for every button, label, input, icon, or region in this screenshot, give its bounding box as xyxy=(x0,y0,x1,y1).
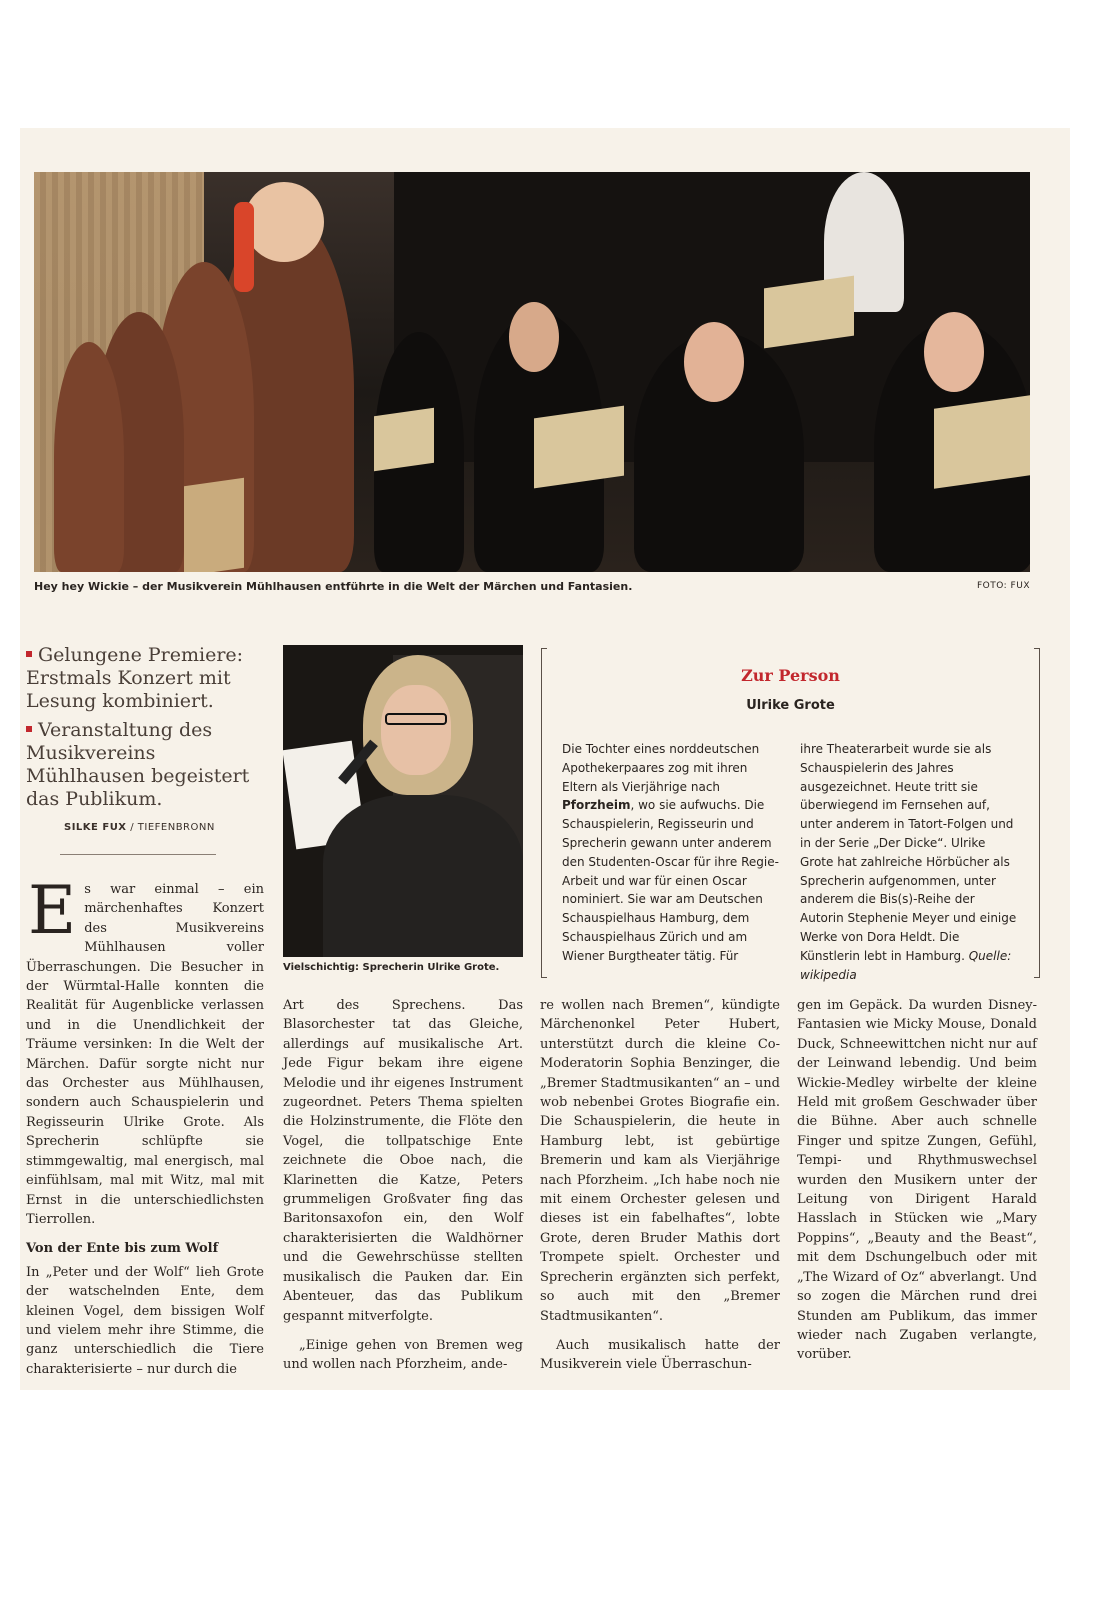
article-column-4 xyxy=(797,996,1037,1375)
location: / TIEFENBRONN xyxy=(130,822,215,833)
byline xyxy=(64,822,215,833)
article-column-2 xyxy=(283,996,523,1385)
summary-point: Veranstaltung des Musikvereins Mühlhausen begeistert das Publikum. xyxy=(26,719,250,810)
bullet-icon xyxy=(26,726,32,732)
summary-point: Gelungene Premiere: Erstmals Konzert mit Lesung kombiniert. xyxy=(26,644,244,712)
viking-figure xyxy=(54,342,124,572)
source-note: Quelle: wikipedia xyxy=(800,948,1012,982)
caption-text: Hey hey Wickie – der Musikverein Mühlhausen entführte in die Welt der Märchen und Fantasien. xyxy=(34,580,633,593)
music-stand xyxy=(534,406,624,489)
info-box-text-right: ihre Theaterarbeit wurde sie als Schauspielerin des Jahres ausgezeichnet. Heute tritt sie überwiegend im Fernsehen auf, unter anderem in Tatort-Folgen und in der Serie „Der Dicke“. Ulrike Grote hat zahlreiche Hörbücher als Sprecherin aufgenommen, unter anderem die Bis(s)-Reihe der Autorin Stephenie Meyer und einige Werke von Dora Heldt. Die Künstlerin lebt in Hamburg. Quelle: wikipedia xyxy=(800,742,1017,982)
article-paragraph: Es war einmal – ein märchenhaftes Konzert des Musikvereins Mühlhausen voller Überraschungen. Die Besucher in der Würmtal-Halle konnten die Realität für Augenblicke verlassen und in die Unendlichkeit der Träume versinken: In die Welt der Märchen. Dafür sorgte nicht nur das Orchester aus Mühlhausen, sondern auch Schauspielerin und Regisseurin Ulrike Grote. Als Sprecherin schlüpfte sie stimmgewaltig, mal energisch, mal einfühlsam, mal mit Witz, mal mit Ernst in die unterschiedlichsten Tierrollen. xyxy=(26,872,264,1227)
bullet-icon xyxy=(26,651,32,657)
music-stand xyxy=(764,276,854,349)
musician-face xyxy=(684,322,744,402)
article-paragraph: re wollen nach Bremen“, kündigte Märchenonkel Peter Hubert, unterstützt durch die kleine Co-Moderatorin Sophia Benzinger, die „Bremer Stadtmusikanten“ an – und wob nebenbei Grotes Biografie ein. Die Schauspielerin, die heute in Hamburg lebt, ist gebürtige Bremerin und kam als Vierjährige nach Pforzheim. „Ich habe noch nie mit einem Orchester gelesen und dieses ist ein fabelhaftes“, lobte Grote, deren Bruder Mathis dort Trompete spielt. Orchester und Sprecherin ergänzten sich perfekt, so auch mit den „Bremer Stadtmusikanten“. xyxy=(540,998,780,1324)
article-paragraph: gen im Gepäck. Da wurden Disney-Fantasien wie Micky Mouse, Donald Duck, Schneewittchen nicht nur auf der Leinwand lebendig. Und beim Wickie-Medley wirbelte der kleine Held mit großem Geschwader über die Bühne. Aber auch schnelle Finger und spitze Zungen, Gefühl, Tempi- und Rhythmuswechsel wurden den Musikern unter der Leitung von Dirigent Harald Hasslach in Stücken wie „Mary Poppins“, „Beauty and the Beast“, mit dem Dschungelbuch oder mit „The Wizard of Oz“ abverlangt. Und so zogen die Märchen rund drei Stunden am Publikum, das immer wieder nach Zugaben verlangte, vorüber. xyxy=(797,998,1037,1363)
article-paragraph: Art des Sprechens. Das Blasorchester tat das Gleiche, allerdings auf musikalische Art. Jede Figur bekam ihre eigene Melodie und ihr eigenes Instrument zugeordnet. Peters Thema spielten die Holzinstrumente, die Flöte den Vogel, die tollpatschige Ente zeichnete die Oboe nach, die Klarinetten die Katze, Peters grummeligen Großvater fing das Baritonsaxofon ein, den Wolf charakterisierten die Waldhörner und die Gewehrschüsse stellten musikalisch die Pauken dar. Ein Abenteuer, das das Publikum gespannt mitverfolgte. xyxy=(283,998,523,1324)
info-box-name: Ulrike Grote xyxy=(746,698,835,713)
subheading: Von der Ente bis zum Wolf xyxy=(26,1241,219,1257)
article-paragraph: Auch musikalisch hatte der Musikverein viele Überraschun- xyxy=(540,1337,780,1373)
glasses-icon xyxy=(385,713,447,725)
dropcap: E xyxy=(28,872,77,949)
music-stand xyxy=(374,408,434,471)
article-summary xyxy=(26,644,271,817)
info-box-text-left: Die Tochter eines norddeutschen Apothekerpaares zog mit ihren Eltern als Vierjährige nach Pforzheim, wo sie aufwuchs. Die Schauspielerin, Regisseurin und Sprecherin gewann unter anderem den Studenten-Oscar für ihre Regie-Arbeit und war für einen Oscar nominiert. Sie war am Deutschen Schauspielhaus Hamburg, dem Schauspielhaus Zürich und am Wiener Burgtheater tätig. Für xyxy=(562,742,779,963)
author-name: SILKE FUX xyxy=(64,822,127,833)
article-paragraph: In „Peter und der Wolf“ lieh Grote der watschelnden Ente, dem kleinen Vogel, dem bissigen Wolf und vielem mehr ihre Stimme, die ganz unterschiedlich die Tiere charakterisierte – nur durch die xyxy=(26,1264,264,1377)
body xyxy=(323,795,523,957)
paddle-prop xyxy=(184,478,244,572)
musician-face xyxy=(924,312,984,392)
article-column-1 xyxy=(26,872,264,1389)
divider xyxy=(60,854,216,855)
info-box-title: Zur Person xyxy=(741,666,840,685)
musician-face xyxy=(509,302,559,372)
article-column-3 xyxy=(540,996,780,1385)
photo-credit: FOTO: FUX xyxy=(976,581,1030,591)
photo-caption xyxy=(34,580,1030,598)
viking-hair xyxy=(234,202,254,292)
info-box-zur-person xyxy=(541,648,1040,982)
concert-photo xyxy=(34,172,1030,572)
face xyxy=(381,685,451,775)
music-stand xyxy=(934,395,1030,488)
viking-figure xyxy=(244,182,324,262)
article-paragraph: „Einige gehen von Bremen weg und wollen nach Pforzheim, ande- xyxy=(283,1337,523,1373)
portrait-photo xyxy=(283,645,523,957)
portrait-caption: Vielschichtig: Sprecherin Ulrike Grote. xyxy=(283,962,500,973)
